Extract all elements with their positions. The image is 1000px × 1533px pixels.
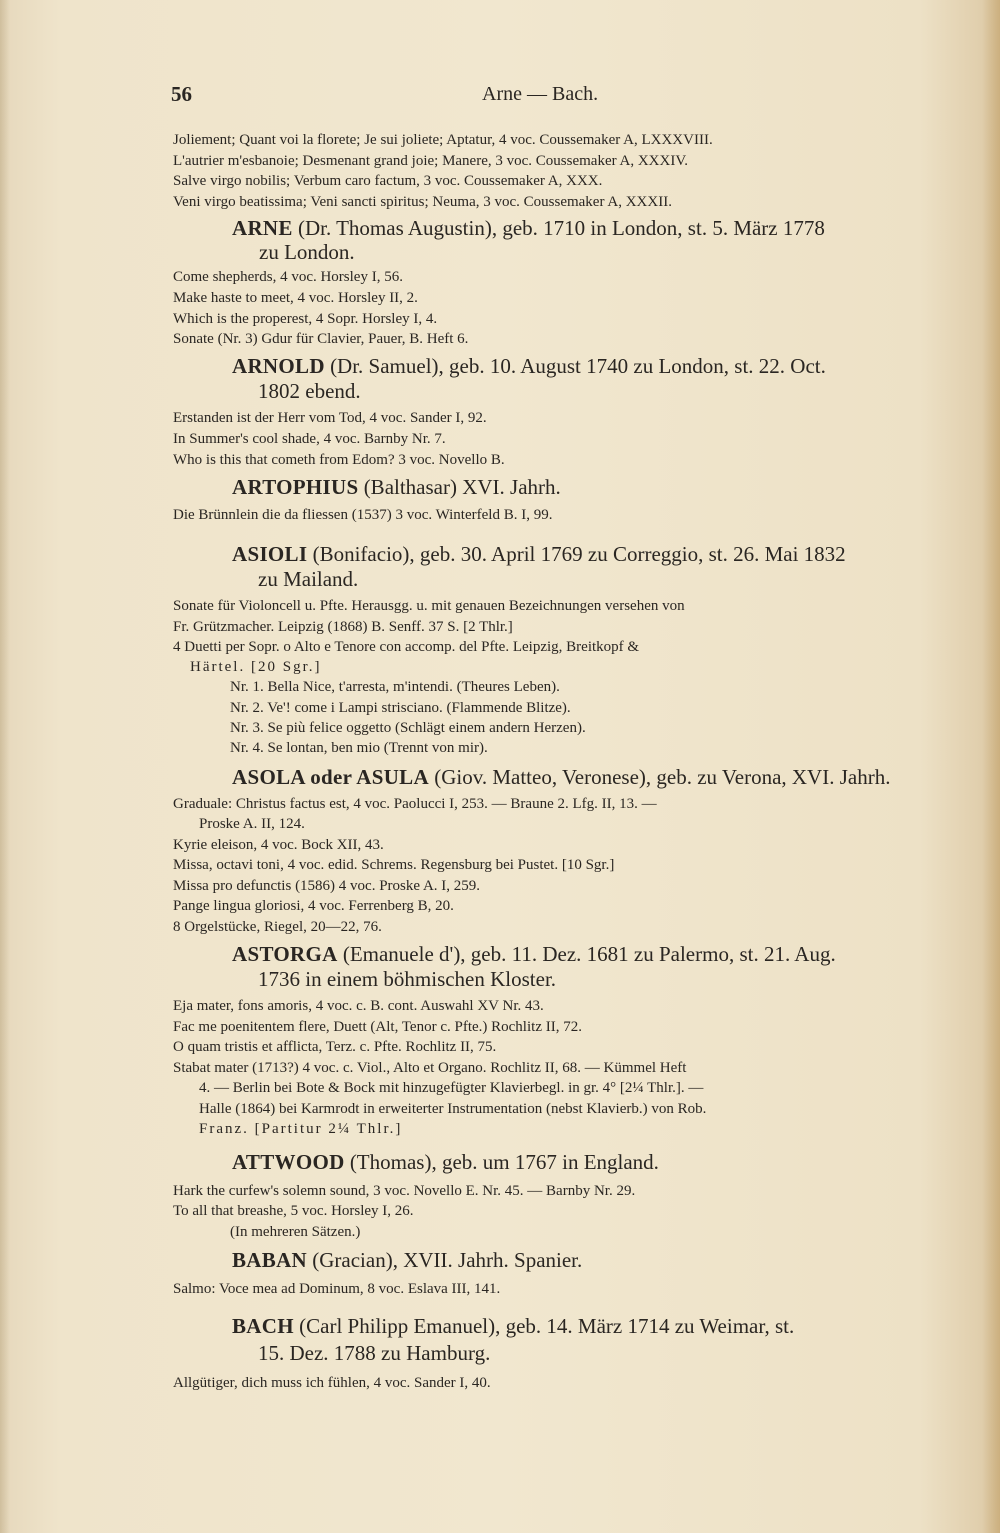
composer-surname: ARTOPHIUS [232,475,359,499]
entry-line: Fr. Grützmacher. Leipzig (1868) B. Senff. 37 S. [2 Thlr.] [173,619,513,635]
composer-heading: ARNOLD (Dr. Samuel), geb. 10. August 1740 zu London, st. 22. Oct. [232,354,826,378]
entry-line: Salve virgo nobilis; Verbum caro factum, 3 voc. Coussemaker A, XXX. [173,173,603,189]
composer-heading: BABAN (Gracian), XVII. Jahrh. Spanier. [232,1248,583,1272]
composer-heading-cont: 1802 ebend. [258,379,361,403]
entry-line: Kyrie eleison, 4 voc. Bock XII, 43. [173,837,384,853]
composer-heading-cont: 15. Dez. 1788 zu Hamburg. [258,1341,491,1365]
composer-heading: ASOLA oder ASULA (Giov. Matteo, Veronese), geb. zu Verona, XVI. Jahrh. [232,765,891,789]
entry-subline: Nr. 1. Bella Nice, t'arresta, m'intendi. (Theures Leben). [230,679,560,695]
entry-line: Fac me poenitentem flere, Duett (Alt, Tenor c. Pfte.) Rochlitz II, 72. [173,1019,582,1035]
entry-line: 8 Orgelstücke, Riegel, 20—22, 76. [173,919,382,935]
entry-line: Sonate für Violoncell u. Pfte. Herausgg. u. mit genauen Bezeichnungen versehen von [173,598,685,614]
composer-heading: BACH (Carl Philipp Emanuel), geb. 14. März 1714 zu Weimar, st. [232,1314,795,1338]
composer-surname: BABAN [232,1248,308,1272]
entry-subline: Nr. 3. Se più felice oggetto (Schlägt einem andern Herzen). [230,720,586,736]
page-right-edge [982,0,1000,1533]
entry-line: Proske A. II, 124. [199,816,305,832]
entry-line: In Summer's cool shade, 4 voc. Barnby Nr. 7. [173,431,446,447]
entry-line: Franz. [Partitur 2¼ Thlr.] [199,1121,403,1137]
composer-heading-cont: zu London. [259,240,355,264]
composer-heading: ARTOPHIUS (Balthasar) XVI. Jahrh. [232,475,561,499]
composer-surname: ASTORGA [232,942,338,966]
entry-line: Allgütiger, dich muss ich fühlen, 4 voc. Sander I, 40. [173,1375,491,1391]
entry-line: To all that breashe, 5 voc. Horsley I, 26. [173,1203,414,1219]
entry-line: Missa, octavi toni, 4 voc. edid. Schrems. Regensburg bei Pustet. [10 Sgr.] [173,857,615,873]
entry-line: Salmo: Voce mea ad Dominum, 8 voc. Eslava III, 141. [173,1281,501,1297]
entry-line: Make haste to meet, 4 voc. Horsley II, 2. [173,290,418,306]
entry-line: Missa pro defunctis (1586) 4 voc. Proske A. I, 259. [173,878,481,894]
entry-line: Who is this that cometh from Edom? 3 voc. Novello B. [173,452,505,468]
composer-heading-cont: 1736 in einem böhmischen Kloster. [258,967,557,991]
entry-line: Hark the curfew's solemn sound, 3 voc. Novello E. Nr. 45. — Barnby Nr. 29. [173,1183,636,1199]
page-left-shadow [0,0,10,1533]
entry-line: O quam tristis et afflicta, Terz. c. Pfte. Rochlitz II, 75. [173,1039,497,1055]
entry-line: L'autrier m'esbanoie; Desmenant grand joie; Manere, 3 voc. Coussemaker A, XXXIV. [173,153,688,169]
entry-subline: (In mehreren Sätzen.) [230,1224,361,1240]
composer-surname: ARNE [232,216,293,240]
composer-surname: ARNOLD [232,354,325,378]
composer-surname: ATTWOOD [232,1150,345,1174]
composer-surname: ASOLA oder ASULA [232,765,429,789]
entry-subline: Nr. 2. Ve'! come i Lampi strisciano. (Flammende Blitze). [230,700,571,716]
entry-line: Halle (1864) bei Karmrodt in erweiterter Instrumentation (nebst Klavierb.) von Rob. [199,1101,707,1117]
page-number: 56 [171,82,192,106]
entry-line: Graduale: Christus factus est, 4 voc. Paolucci I, 253. — Braune 2. Lfg. II, 13. — [173,796,657,812]
entry-line: Die Brünnlein die da fliessen (1537) 3 voc. Winterfeld B. I, 99. [173,507,553,523]
composer-surname: ASIOLI [232,542,308,566]
running-title: Arne — Bach. [482,83,599,105]
composer-heading: ARNE (Dr. Thomas Augustin), geb. 1710 in London, st. 5. März 1778 [232,216,825,240]
composer-heading-cont: zu Mailand. [258,567,359,591]
entry-line: Veni virgo beatissima; Veni sancti spiritus; Neuma, 3 voc. Coussemaker A, XXXII. [173,194,672,210]
composer-heading: ASTORGA (Emanuele d'), geb. 11. Dez. 1681 zu Palermo, st. 21. Aug. [232,942,836,966]
composer-heading: ASIOLI (Bonifacio), geb. 30. April 1769 zu Correggio, st. 26. Mai 1832 [232,542,846,566]
entry-subline: Nr. 4. Se lontan, ben mio (Trennt von mir). [230,740,488,756]
entry-line: Joliement; Quant voi la florete; Je sui joliete; Aptatur, 4 voc. Coussemaker A, LXXXVIII. [173,132,713,148]
entry-line: Sonate (Nr. 3) Gdur für Clavier, Pauer, B. Heft 6. [173,331,469,347]
composer-heading: ATTWOOD (Thomas), geb. um 1767 in England. [232,1150,659,1174]
entry-line: Come shepherds, 4 voc. Horsley I, 56. [173,269,403,285]
entry-line: Erstanden ist der Herr vom Tod, 4 voc. Sander I, 92. [173,410,487,426]
entry-line: 4 Duetti per Sopr. o Alto e Tenore con accomp. del Pfte. Leipzig, Breitkopf & [173,639,640,655]
entry-line: Which is the properest, 4 Sopr. Horsley I, 4. [173,311,438,327]
composer-surname: BACH [232,1314,294,1338]
entry-line: Härtel. [20 Sgr.] [190,659,322,675]
entry-line: Eja mater, fons amoris, 4 voc. c. B. cont. Auswahl XV Nr. 43. [173,998,544,1014]
entry-line: Stabat mater (1713?) 4 voc. c. Viol., Alto et Organo. Rochlitz II, 68. — Kümmel Heft [173,1060,687,1076]
entry-line: 4. — Berlin bei Bote & Bock mit hinzugefügter Klavierbegl. in gr. 4° [2¼ Thlr.]. — [199,1080,704,1096]
entry-line: Pange lingua gloriosi, 4 voc. Ferrenberg B, 20. [173,898,454,914]
